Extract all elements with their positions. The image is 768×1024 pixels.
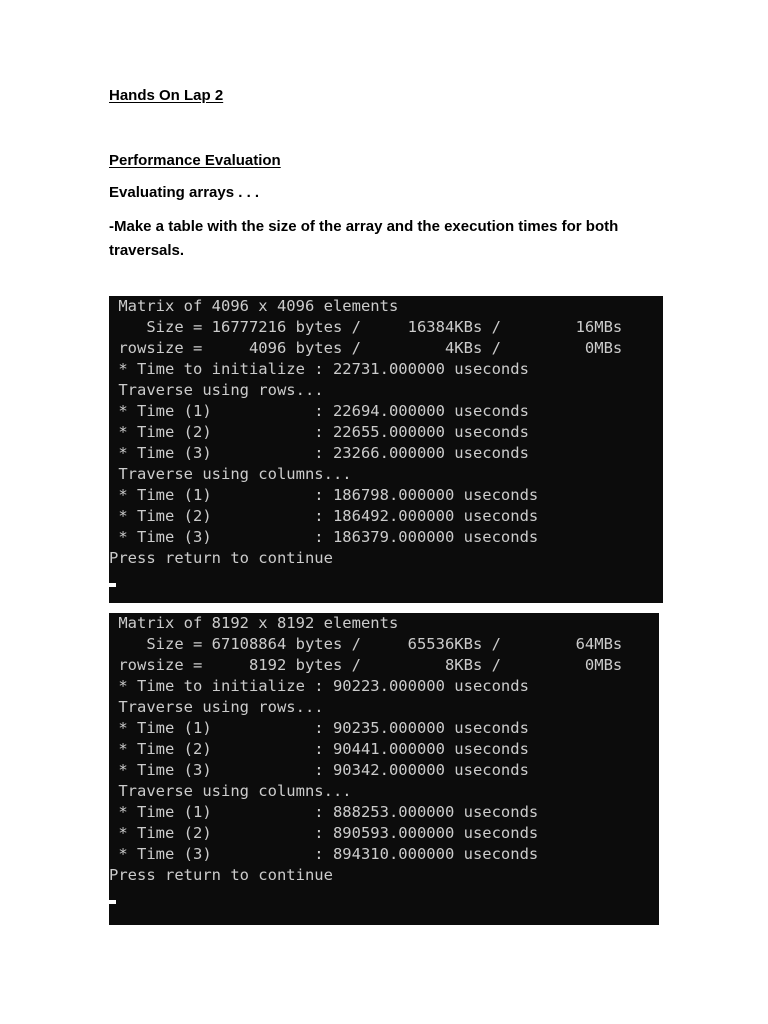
console-line: * Time to initialize : 90223.000000 useconds xyxy=(109,677,529,695)
console-line: * Time (2) : 22655.000000 useconds xyxy=(109,423,529,441)
console-line: * Time to initialize : 22731.000000 useconds xyxy=(109,360,529,378)
console-line: Size = 67108864 bytes / 65536KBs / 64MBs xyxy=(109,635,623,653)
console-output-4096 xyxy=(109,296,663,603)
console-line: Traverse using columns... xyxy=(109,782,352,800)
console-line: * Time (3) : 23266.000000 useconds xyxy=(109,444,529,462)
console-line: Size = 16777216 bytes / 16384KBs / 16MBs xyxy=(109,318,623,336)
console-line: * Time (3) : 90342.000000 useconds xyxy=(109,761,529,779)
console-line: Traverse using rows... xyxy=(109,698,324,716)
console-line: Traverse using rows... xyxy=(109,381,324,399)
console-line: Traverse using columns... xyxy=(109,465,352,483)
console-line: * Time (1) : 186798.000000 useconds xyxy=(109,486,539,504)
console-line: rowsize = 8192 bytes / 8KBs / 0MBs xyxy=(109,656,623,674)
console-line: * Time (1) : 888253.000000 useconds xyxy=(109,803,539,821)
console-line: * Time (3) : 894310.000000 useconds xyxy=(109,845,539,863)
console-line: * Time (1) : 22694.000000 useconds xyxy=(109,402,529,420)
instruction-text: -Make a table with the size of the array and the execution times for both traversals. xyxy=(109,218,619,259)
console-output-8192 xyxy=(109,613,659,925)
cursor xyxy=(109,583,116,587)
console-prompt: Press return to continue xyxy=(109,549,333,567)
subheading: Evaluating arrays . . . xyxy=(109,184,260,201)
console-line: * Time (2) : 890593.000000 useconds xyxy=(109,824,539,842)
console-line: * Time (2) : 186492.000000 useconds xyxy=(109,507,539,525)
console-line: * Time (3) : 186379.000000 useconds xyxy=(109,528,539,546)
cursor xyxy=(109,900,116,904)
console-line: Matrix of 8192 x 8192 elements xyxy=(109,614,399,632)
console-line: * Time (2) : 90441.000000 useconds xyxy=(109,740,529,758)
console-line: Matrix of 4096 x 4096 elements xyxy=(109,297,399,315)
console-line: rowsize = 4096 bytes / 4KBs / 0MBs xyxy=(109,339,623,357)
console-line: * Time (1) : 90235.000000 useconds xyxy=(109,719,529,737)
section-heading: Performance Evaluation xyxy=(109,152,281,169)
console-prompt: Press return to continue xyxy=(109,866,333,884)
document-title: Hands On Lap 2 xyxy=(109,87,224,104)
